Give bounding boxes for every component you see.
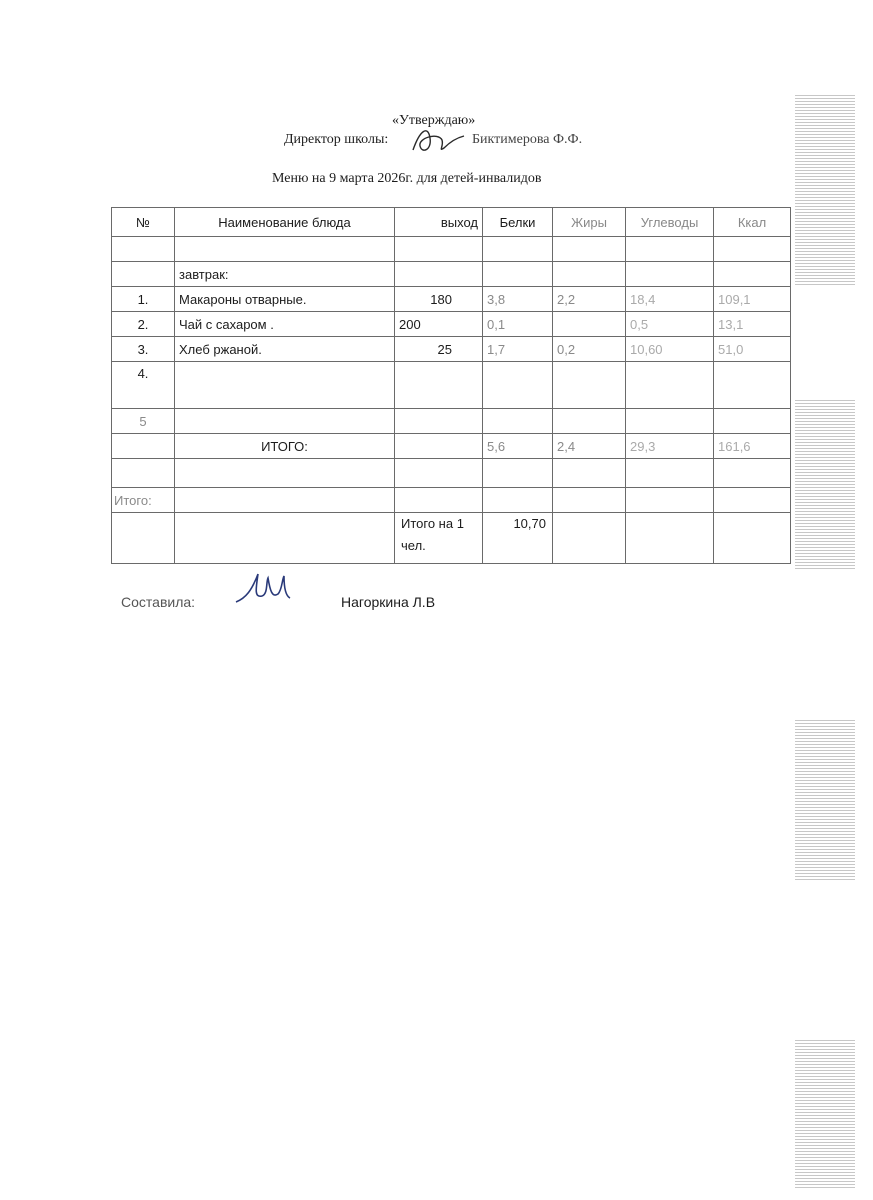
row-number: 4. xyxy=(112,362,175,409)
scan-artifact xyxy=(795,95,855,285)
dish-output: 200 xyxy=(395,312,483,337)
total-protein: 5,6 xyxy=(483,434,553,459)
col-header: № xyxy=(112,208,175,237)
director-line xyxy=(284,132,583,148)
dish-name: Макароны отварные. xyxy=(175,287,395,312)
dish-carbs: 0,5 xyxy=(626,312,714,337)
dish-protein: 3,8 xyxy=(483,287,553,312)
itogo-row xyxy=(112,488,791,513)
composer-signature xyxy=(232,568,292,608)
scan-artifact xyxy=(795,400,855,570)
per-person-label: Итого на 1 чел. xyxy=(395,513,483,564)
per-person-value: 10,70 xyxy=(483,513,553,564)
col-header: Наименование блюда xyxy=(175,208,395,237)
table-header-row xyxy=(112,208,791,237)
dish-protein: 1,7 xyxy=(483,337,553,362)
total-row xyxy=(112,434,791,459)
row-number: 5 xyxy=(112,409,175,434)
table-row xyxy=(112,287,791,312)
approve-label: «Утверждаю» xyxy=(392,113,476,128)
col-header: Жиры xyxy=(553,208,626,237)
dish-output: 25 xyxy=(395,337,483,362)
total-kcal: 161,6 xyxy=(714,434,791,459)
col-header: Белки xyxy=(483,208,553,237)
table-row xyxy=(112,237,791,262)
dish-name: Чай с сахаром . xyxy=(175,312,395,337)
director-name: Биктимерова Ф.Ф. xyxy=(472,132,583,147)
dish-fat xyxy=(553,312,626,337)
dish-kcal: 109,1 xyxy=(714,287,791,312)
dish-kcal: 13,1 xyxy=(714,312,791,337)
dish-name: Хлеб ржаной. xyxy=(175,337,395,362)
itogo-label: Итого: xyxy=(112,488,175,513)
table-row xyxy=(112,362,791,409)
dish-output: 180 xyxy=(395,287,483,312)
menu-table xyxy=(111,207,791,564)
dish-carbs: 10,60 xyxy=(626,337,714,362)
scan-artifact xyxy=(795,720,855,880)
director-signature xyxy=(408,120,468,160)
composed-label: Составила: xyxy=(121,594,196,610)
dish-fat: 0,2 xyxy=(553,337,626,362)
dish-fat: 2,2 xyxy=(553,287,626,312)
table-row xyxy=(112,312,791,337)
per-person-row xyxy=(112,513,791,564)
total-label: ИТОГО: xyxy=(175,434,395,459)
row-number: 3. xyxy=(112,337,175,362)
row-number: 1. xyxy=(112,287,175,312)
section-label: завтрак: xyxy=(175,262,395,287)
director-label: Директор школы: xyxy=(284,132,389,147)
col-header: выход xyxy=(395,208,483,237)
total-carbs: 29,3 xyxy=(626,434,714,459)
composer-name: Нагоркина Л.В xyxy=(341,594,436,610)
table-row xyxy=(112,337,791,362)
table-row xyxy=(112,262,791,287)
dish-kcal: 51,0 xyxy=(714,337,791,362)
col-header: Углеводы xyxy=(626,208,714,237)
table-row xyxy=(112,409,791,434)
total-fat: 2,4 xyxy=(553,434,626,459)
dish-carbs: 18,4 xyxy=(626,287,714,312)
table-row xyxy=(112,459,791,488)
scan-artifact xyxy=(795,1040,855,1190)
menu-title: Меню на 9 марта 2026г. для детей-инвалидов xyxy=(272,171,542,186)
col-header: Ккал xyxy=(714,208,791,237)
dish-protein: 0,1 xyxy=(483,312,553,337)
row-number: 2. xyxy=(112,312,175,337)
